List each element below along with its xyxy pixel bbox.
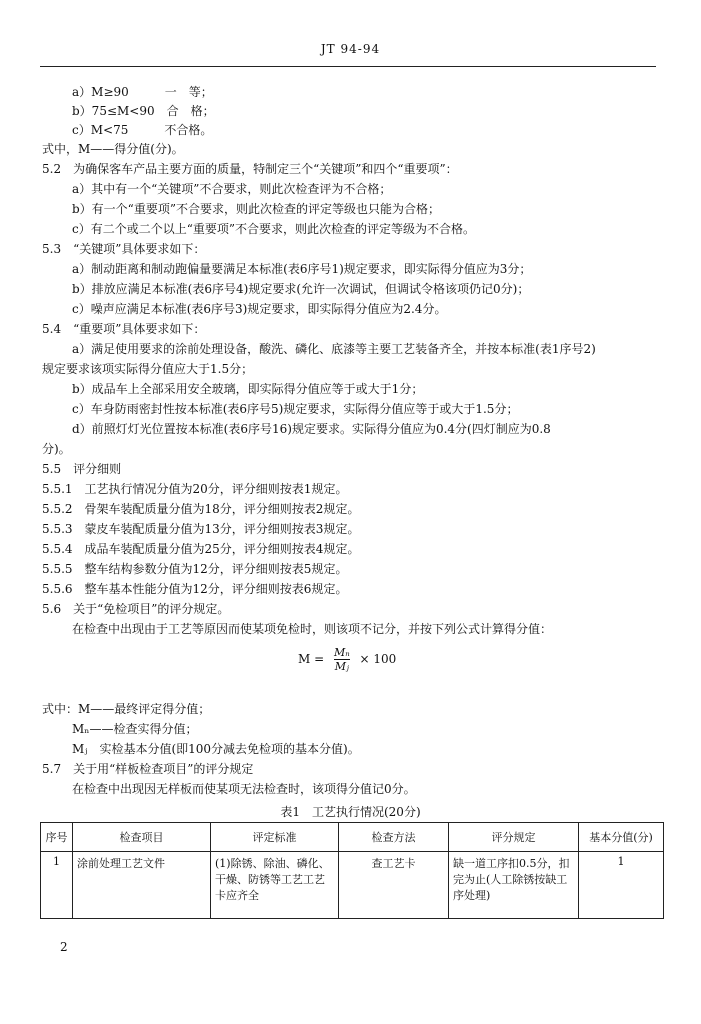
- page-header: JT 94-94: [320, 42, 381, 56]
- section-5-5-2: 5.5.2 骨架车装配质量分值为18分，评分细则按表2规定。: [42, 502, 360, 516]
- formula-numerator: Mₙ: [333, 646, 350, 659]
- table-header-row: [41, 823, 664, 852]
- formula-where-m: 式中：M——最终评定得分值；: [42, 702, 211, 716]
- col-header-scoring: 评分规定: [449, 823, 579, 852]
- section-5-4-heading: 5.4 “重要项”具体要求如下：: [42, 322, 206, 336]
- section-5-7-heading: 5.7 关于用“样板检查项目”的评分规定: [42, 762, 254, 776]
- formula-fraction: [334, 646, 350, 673]
- section-5-6-heading: 5.6 关于“免检项目”的评分规定。: [42, 602, 230, 616]
- section-5-6-body: 在检查中出现由于工艺等原因而使某项免检时，则该项不记分，并按下列公式计算得分值：: [72, 622, 553, 636]
- section-5-5-heading: 5.5 评分细则: [42, 462, 122, 476]
- formula-denominator: Mⱼ: [334, 660, 349, 673]
- cell-base-score: 1: [579, 852, 664, 919]
- process-execution-table: [40, 822, 664, 919]
- section-5-4-item-c: c）车身防雨密封性按本标准(表6序号5)规定要求，实际得分值应等于或大于1.5分；: [72, 402, 519, 416]
- table-row: [41, 852, 664, 919]
- cell-method: 查工艺卡: [339, 852, 449, 919]
- formula-where-mj: Mⱼ 实检基本分值(即100分减去免检项的基本分值)。: [72, 742, 360, 756]
- header-rule: [40, 66, 656, 67]
- cell-criteria: (1)除锈、除油、磷化、干燥、防锈等工艺工艺卡应齐全: [211, 852, 339, 919]
- section-5-2-heading: 5.2 为确保客车产品主要方面的质量，特制定三个“关键项”和四个“重要项”：: [42, 162, 458, 176]
- formula-lhs: M =: [298, 652, 325, 666]
- cell-scoring: 缺一道工序扣0.5分，扣完为止(人工除锈按缺工序处理): [449, 852, 579, 919]
- cell-item: 涂前处理工艺文件: [73, 852, 211, 919]
- section-5-4-item-a: a）满足使用要求的涂前处理设备，酸洗、磷化、底漆等主要工艺装备齐全，并按本标准(表1序号2): [72, 342, 596, 356]
- grade-line-b: b）75≤M<90 合 格；: [72, 104, 215, 118]
- section-5-4-item-d-cont: 分)。: [42, 442, 71, 456]
- grade-line-c: c）M<75 不合格。: [72, 123, 213, 137]
- section-5-4-item-d: d）前照灯灯光位置按本标准(表6序号16)规定要求。实际得分值应为0.4分(四灯制应为0.8: [72, 422, 551, 436]
- section-5-4-item-b: b）成品车上全部采用安全玻璃，即实际得分值应等于或大于1分；: [72, 382, 424, 396]
- section-5-3-item-b: b）排放应满足本标准(表6序号4)规定要求(允许一次调试，但调试令格该项仍记0分)；: [72, 282, 530, 296]
- section-5-4-item-a-cont: 规定要求该项实际得分值应大于1.5分；: [42, 362, 254, 376]
- section-5-5-4: 5.5.4 成品车装配质量分值为25分，评分细则按表4规定。: [42, 542, 360, 556]
- section-5-2-item-b: b）有一个“重要项”不合要求，则此次检查的评定等级也只能为合格；: [72, 202, 440, 216]
- grade-line-a: a）M≥90 一 等；: [72, 85, 213, 99]
- section-5-2-item-a: a）其中有一个“关键项”不合要求，则此次检查评为不合格；: [72, 182, 392, 196]
- section-5-5-6: 5.5.6 整车基本性能分值为12分，评分细则按表6规定。: [42, 582, 348, 596]
- table-title: 表1 工艺执行情况(20分): [280, 805, 421, 819]
- cell-seq: 1: [41, 852, 73, 919]
- col-header-base-score: 基本分值(分): [579, 823, 664, 852]
- col-header-method: 检查方法: [339, 823, 449, 852]
- score-formula: [298, 646, 396, 673]
- score-definition: 式中，M——得分值(分)。: [42, 142, 184, 156]
- col-header-seq: 序号: [41, 823, 73, 852]
- section-5-3-item-a: a）制动距离和制动跑偏量要满足本标准(表6序号1)规定要求，即实际得分值应为3分；: [72, 262, 532, 276]
- section-5-3-item-c: c）噪声应满足本标准(表6序号3)规定要求，即实际得分值应为2.4分。: [72, 302, 447, 316]
- col-header-criteria: 评定标准: [211, 823, 339, 852]
- section-5-2-item-c: c）有二个或二个以上“重要项”不合要求，则此次检查的评定等级为不合格。: [72, 222, 475, 236]
- page-number: 2: [60, 940, 68, 954]
- section-5-5-3: 5.5.3 蒙皮车装配质量分值为13分，评分细则按表3规定。: [42, 522, 360, 536]
- col-header-item: 检查项目: [73, 823, 211, 852]
- section-5-7-body: 在检查中出现因无样板而使某项无法检查时，该项得分值记0分。: [72, 782, 416, 796]
- section-5-5-1: 5.5.1 工艺执行情况分值为20分，评分细则按表1规定。: [42, 482, 348, 496]
- formula-rhs: × 100: [359, 652, 397, 666]
- section-5-3-heading: 5.3 “关键项”具体要求如下：: [42, 242, 206, 256]
- section-5-5-5: 5.5.5 整车结构参数分值为12分，评分细则按表5规定。: [42, 562, 348, 576]
- formula-where-mn: Mₙ——检查实得分值；: [72, 722, 198, 736]
